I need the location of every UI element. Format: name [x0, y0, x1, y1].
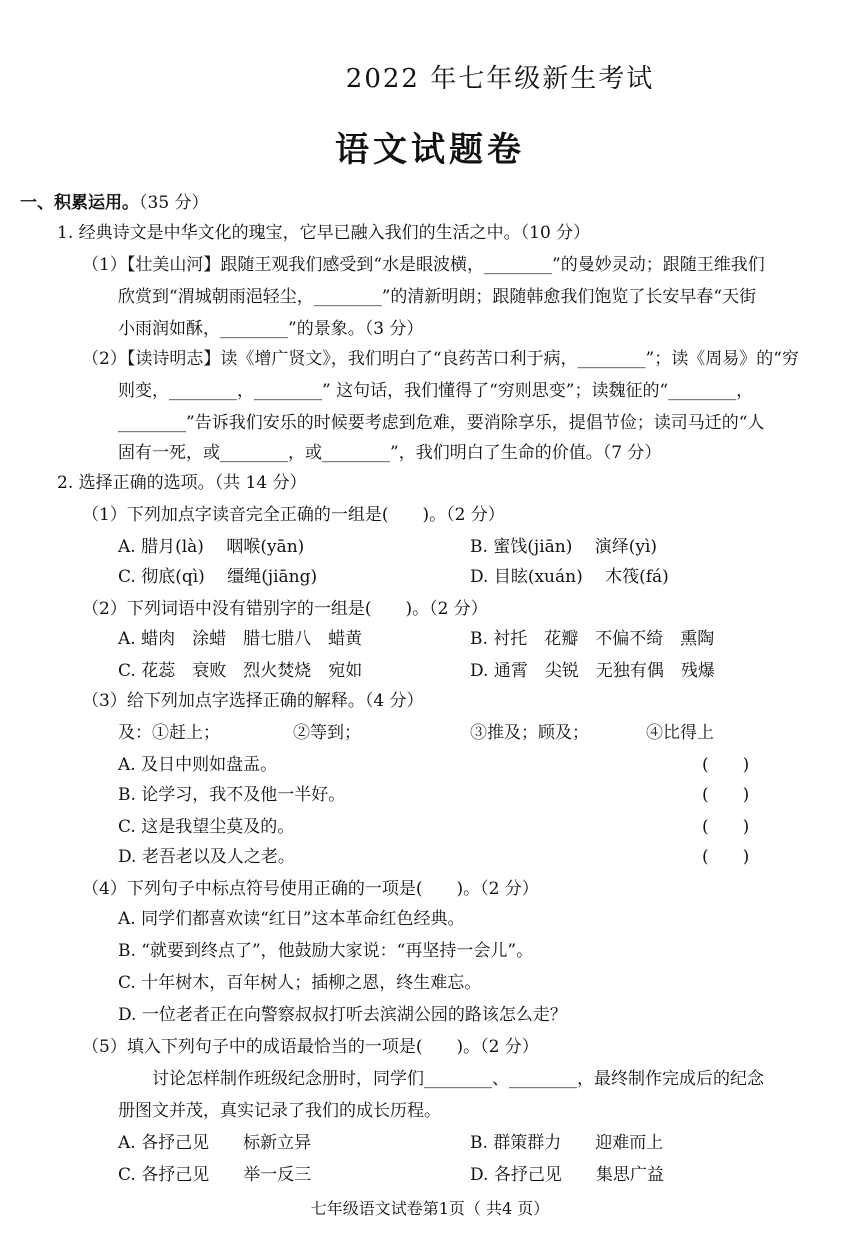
q2-stem: 2. 选择正确的选项。（共 14 分） — [57, 473, 307, 493]
q2-3-option-a: A. 及日中则如盘盂。 — [118, 755, 278, 775]
q2-5-stem: （5）填入下列句子中的成语最恰当的一项是( )。（2 分） — [82, 1037, 539, 1057]
q1-p2-line3: ________”告诉我们安乐的时候要考虑到危难，要消除享乐，提倡节俭；读司马迁的“人 — [118, 413, 765, 433]
q2-5-para-line1: 讨论怎样制作班级纪念册时，同学们________、________，最终制作完成后的纪念 — [152, 1069, 764, 1089]
exam-title-top: 2022 年七年级新生考试 — [345, 64, 655, 94]
q2-2-option-b: B. 衬托 花瓣 不偏不绮 熏陶 — [470, 629, 715, 649]
q1-p1-line1: （1）【壮美山河】跟随王观我们感受到“水是眼波横，________”的曼妙灵动；跟随王维我们 — [82, 255, 765, 275]
exam-title-main: 语文试题卷 — [335, 130, 525, 170]
q2-5-option-a: A. 各抒己见 标新立异 — [118, 1133, 312, 1153]
q2-4-stem: （4）下列句子中标点符号使用正确的一项是( )。（2 分） — [82, 879, 539, 899]
q2-4-option-b: B. “就要到终点了”，他鼓励大家说：“再坚持一会儿”。 — [118, 941, 534, 961]
q2-3-answer-c: ( ) — [702, 817, 750, 837]
section-score: （35 分） — [139, 193, 209, 213]
q2-1-option-b: B. 蜜饯(jiān) 演绎(yì) — [470, 537, 658, 557]
q2-4-option-c: C. 十年树木，百年树人；插柳之恩，终生难忘。 — [118, 973, 482, 993]
q2-3-option-c: C. 这是我望尘莫及的。 — [118, 817, 295, 837]
q2-3-option-d: D. 老吾老以及人之老。 — [118, 847, 295, 867]
q1-p2-line2: 则变，________，________” 这句话，我们懂得了“穷则思变”；读魏征的“________， — [118, 381, 754, 401]
q1-p1-line2: 欣赏到“渭城朝雨浥轻尘，________”的清新明朗；跟随韩愈我们饱览了长安早春“天街 — [118, 287, 757, 307]
q2-2-option-a: A. 蜡肉 涂蜡 腊七腊八 蜡黄 — [118, 629, 363, 649]
q2-5-option-c: C. 各抒己见 举一反三 — [118, 1165, 312, 1185]
q1-p1-line3: 小雨润如酥，________”的景象。（3 分） — [118, 319, 424, 339]
q2-3-answer-a: ( ) — [702, 755, 750, 775]
q2-2-stem: （2）下列词语中没有错别字的一组是( )。（2 分） — [82, 599, 488, 619]
q2-3-def-2: ②等到； — [293, 723, 361, 743]
q2-3-def-3: ③推及；顾及； — [470, 723, 589, 743]
q2-3-defs-lead: 及： — [118, 723, 152, 743]
q2-3-answer-b: ( ) — [702, 785, 750, 805]
q2-5-option-b: B. 群策群力 迎难而上 — [470, 1133, 664, 1153]
q2-2-option-c: C. 花蕊 衰败 烈火焚烧 宛如 — [118, 661, 363, 681]
section-label: 一、积累运用。 — [20, 193, 139, 213]
q2-3-def-1: ①赶上； — [152, 723, 220, 743]
q2-3-answer-d: ( ) — [702, 847, 750, 867]
q2-4-option-a: A. 同学们都喜欢读“红日”这本革命红色经典。 — [118, 909, 465, 929]
q2-5-para-line2: 册图文并茂，真实记录了我们的成长历程。 — [118, 1101, 441, 1121]
q2-3-stem: （3）给下列加点字选择正确的解释。（4 分） — [82, 691, 424, 711]
q2-1-option-a: A. 腊月(là) 咽喉(yān) — [118, 537, 305, 557]
q1-stem: 1. 经典诗文是中华文化的瑰宝，它早已融入我们的生活之中。（10 分） — [57, 223, 591, 243]
q2-1-stem: （1）下列加点字读音完全正确的一组是( )。（2 分） — [82, 505, 505, 525]
q2-2-option-d: D. 通霄 尖锐 无独有偶 残爆 — [470, 661, 715, 681]
q1-p2-line4: 固有一死，或________，或________”，我们明白了生命的价值。（7 分） — [118, 443, 662, 463]
q2-3-def-4: ④比得上 — [646, 723, 714, 743]
q2-5-option-d: D. 各抒己见 集思广益 — [470, 1165, 664, 1185]
page-footer: 七年级语文试卷第1页（ 共4 页） — [310, 1199, 550, 1218]
q2-1-option-d: D. 目眩(xuán) 木筏(fá) — [470, 567, 669, 587]
q2-3-option-b: B. 论学习，我不及他一半好。 — [118, 785, 346, 805]
q2-4-option-d: D. 一位老者正在向警察叔叔打听去滨湖公园的路该怎么走？ — [118, 1005, 567, 1025]
q1-p2-line1: （2）【读诗明志】读《增广贤文》，我们明白了“良药苦口利于病，________”；读《周易》的“穷 — [82, 349, 799, 369]
q2-1-option-c: C. 彻底(qì) 缰绳(jiāng) — [118, 567, 318, 587]
section-heading — [20, 192, 209, 214]
